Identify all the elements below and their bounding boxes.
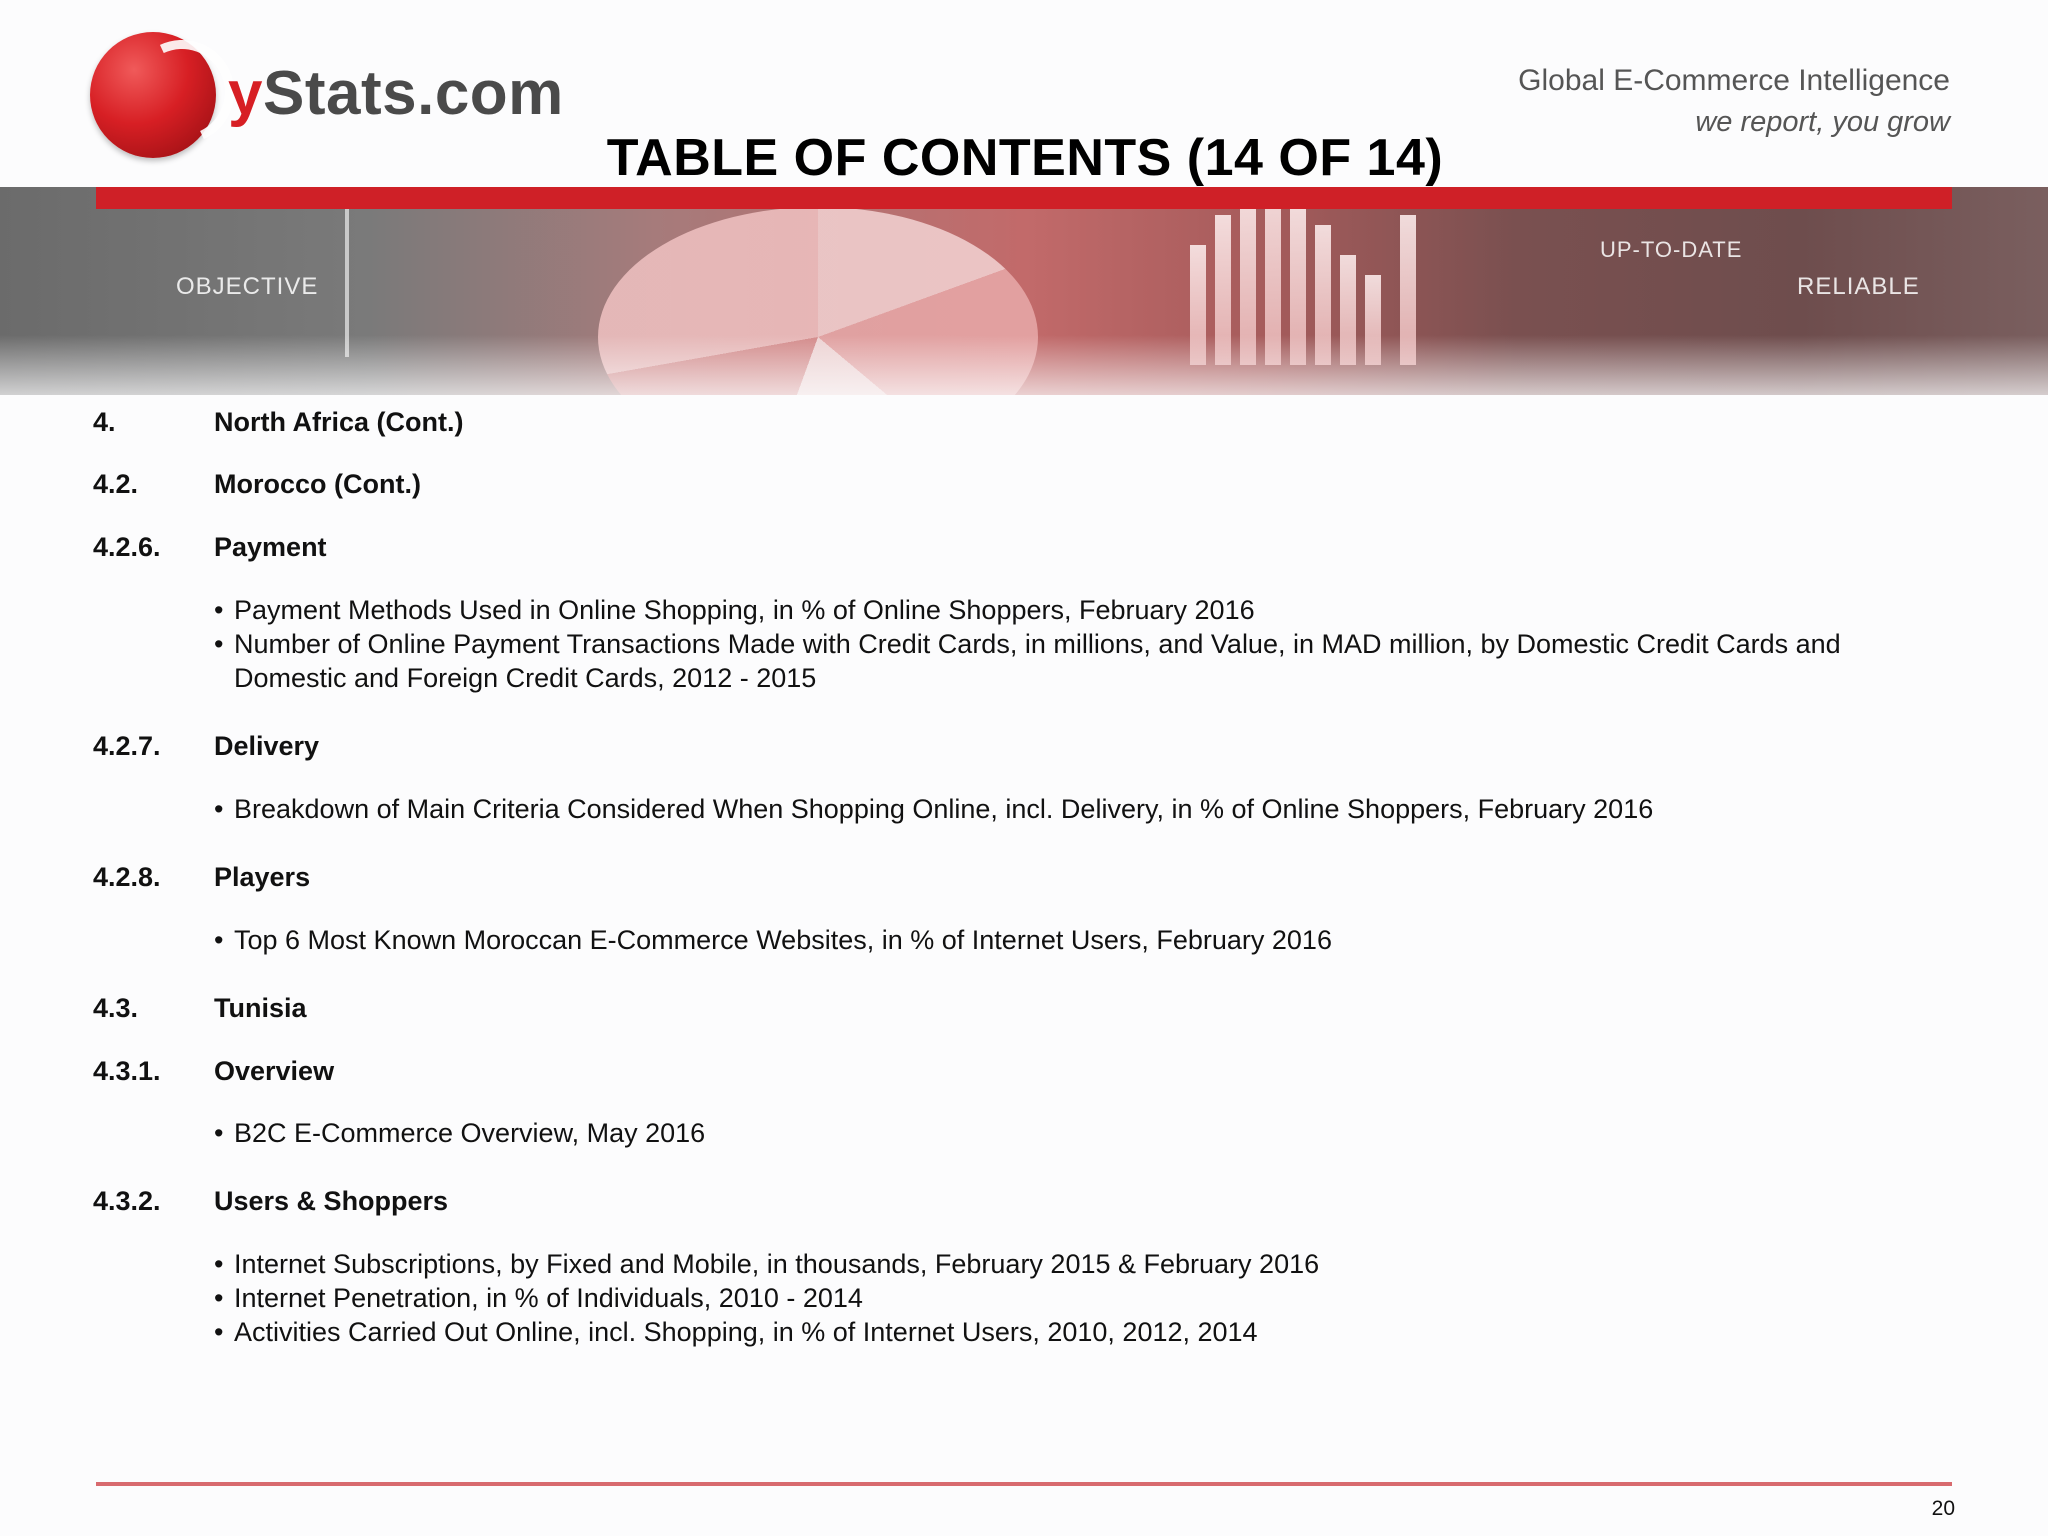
- tagline-sub: we report, you grow: [1695, 106, 1950, 138]
- list-item-text: Breakdown of Main Criteria Considered When Shopping Online, incl. Delivery, in % of Online Shoppers, February 2016: [234, 794, 1654, 824]
- section-title: Users & Shoppers: [214, 1186, 449, 1216]
- bullet-icon: •: [214, 1317, 224, 1347]
- section-number: 4.: [93, 407, 116, 437]
- section-number: 4.2.: [93, 469, 139, 499]
- list-item-text: Internet Penetration, in % of Individuals, 2010 - 2014: [234, 1283, 863, 1313]
- section-number: 4.2.8.: [93, 862, 161, 892]
- bullet-icon: •: [214, 925, 224, 955]
- section-title: Players: [214, 862, 311, 892]
- section-title: Morocco (Cont.): [214, 469, 421, 499]
- section-number: 4.3.1.: [93, 1056, 161, 1086]
- bullet-icon: •: [214, 1118, 224, 1148]
- section-number: 4.3.2.: [93, 1186, 161, 1216]
- list-item-text: Internet Subscriptions, by Fixed and Mobile, in thousands, February 2015 & February 2016: [234, 1249, 1320, 1279]
- bullet-icon: •: [214, 595, 224, 625]
- banner-word-objective: OBJECTIVE: [176, 273, 319, 300]
- banner-fade: [0, 335, 2048, 395]
- header-red-bar: [96, 187, 1952, 209]
- list-item-text: Payment Methods Used in Online Shopping, in % of Online Shoppers, February 2016: [234, 595, 1255, 625]
- page-title: TABLE OF CONTENTS (14 OF 14): [606, 129, 1444, 187]
- section-title: North Africa (Cont.): [214, 407, 464, 437]
- tagline-main: Global E-Commerce Intelligence: [1518, 64, 1950, 97]
- list-item-text: Number of Online Payment Transactions Made with Credit Cards, in millions, and Value, in MAD million, by Domestic Credit Cards and: [234, 629, 1841, 659]
- list-item-text: Domestic and Foreign Credit Cards, 2012 - 2015: [234, 663, 817, 693]
- list-item-text: B2C E-Commerce Overview, May 2016: [234, 1118, 706, 1148]
- banner-word-up-to-date: UP-TO-DATE: [1600, 237, 1743, 262]
- bullet-icon: •: [214, 1249, 224, 1279]
- logo-text-initial: y: [228, 59, 263, 128]
- list-item-text: Top 6 Most Known Moroccan E-Commerce Websites, in % of Internet Users, February 2016: [234, 925, 1332, 955]
- list-item-text: Activities Carried Out Online, incl. Shopping, in % of Internet Users, 2010, 2012, 2014: [234, 1317, 1258, 1347]
- section-number: 4.2.7.: [93, 731, 161, 761]
- page-number: 20: [1931, 1497, 1955, 1520]
- section-number: 4.2.6.: [93, 532, 161, 562]
- section-title: Delivery: [214, 731, 320, 761]
- header-banner-image: [0, 187, 2048, 395]
- footer-divider: [96, 1482, 1952, 1486]
- logo-text: yStats.com: [228, 59, 564, 128]
- section-title: Tunisia: [214, 993, 307, 1023]
- section-title: Payment: [214, 532, 327, 562]
- banner-word-reliable: RELIABLE: [1797, 273, 1920, 300]
- section-number: 4.3.: [93, 993, 139, 1023]
- bullet-icon: •: [214, 794, 224, 824]
- bullet-icon: •: [214, 629, 224, 659]
- bullet-icon: •: [214, 1283, 224, 1313]
- section-title: Overview: [214, 1056, 335, 1086]
